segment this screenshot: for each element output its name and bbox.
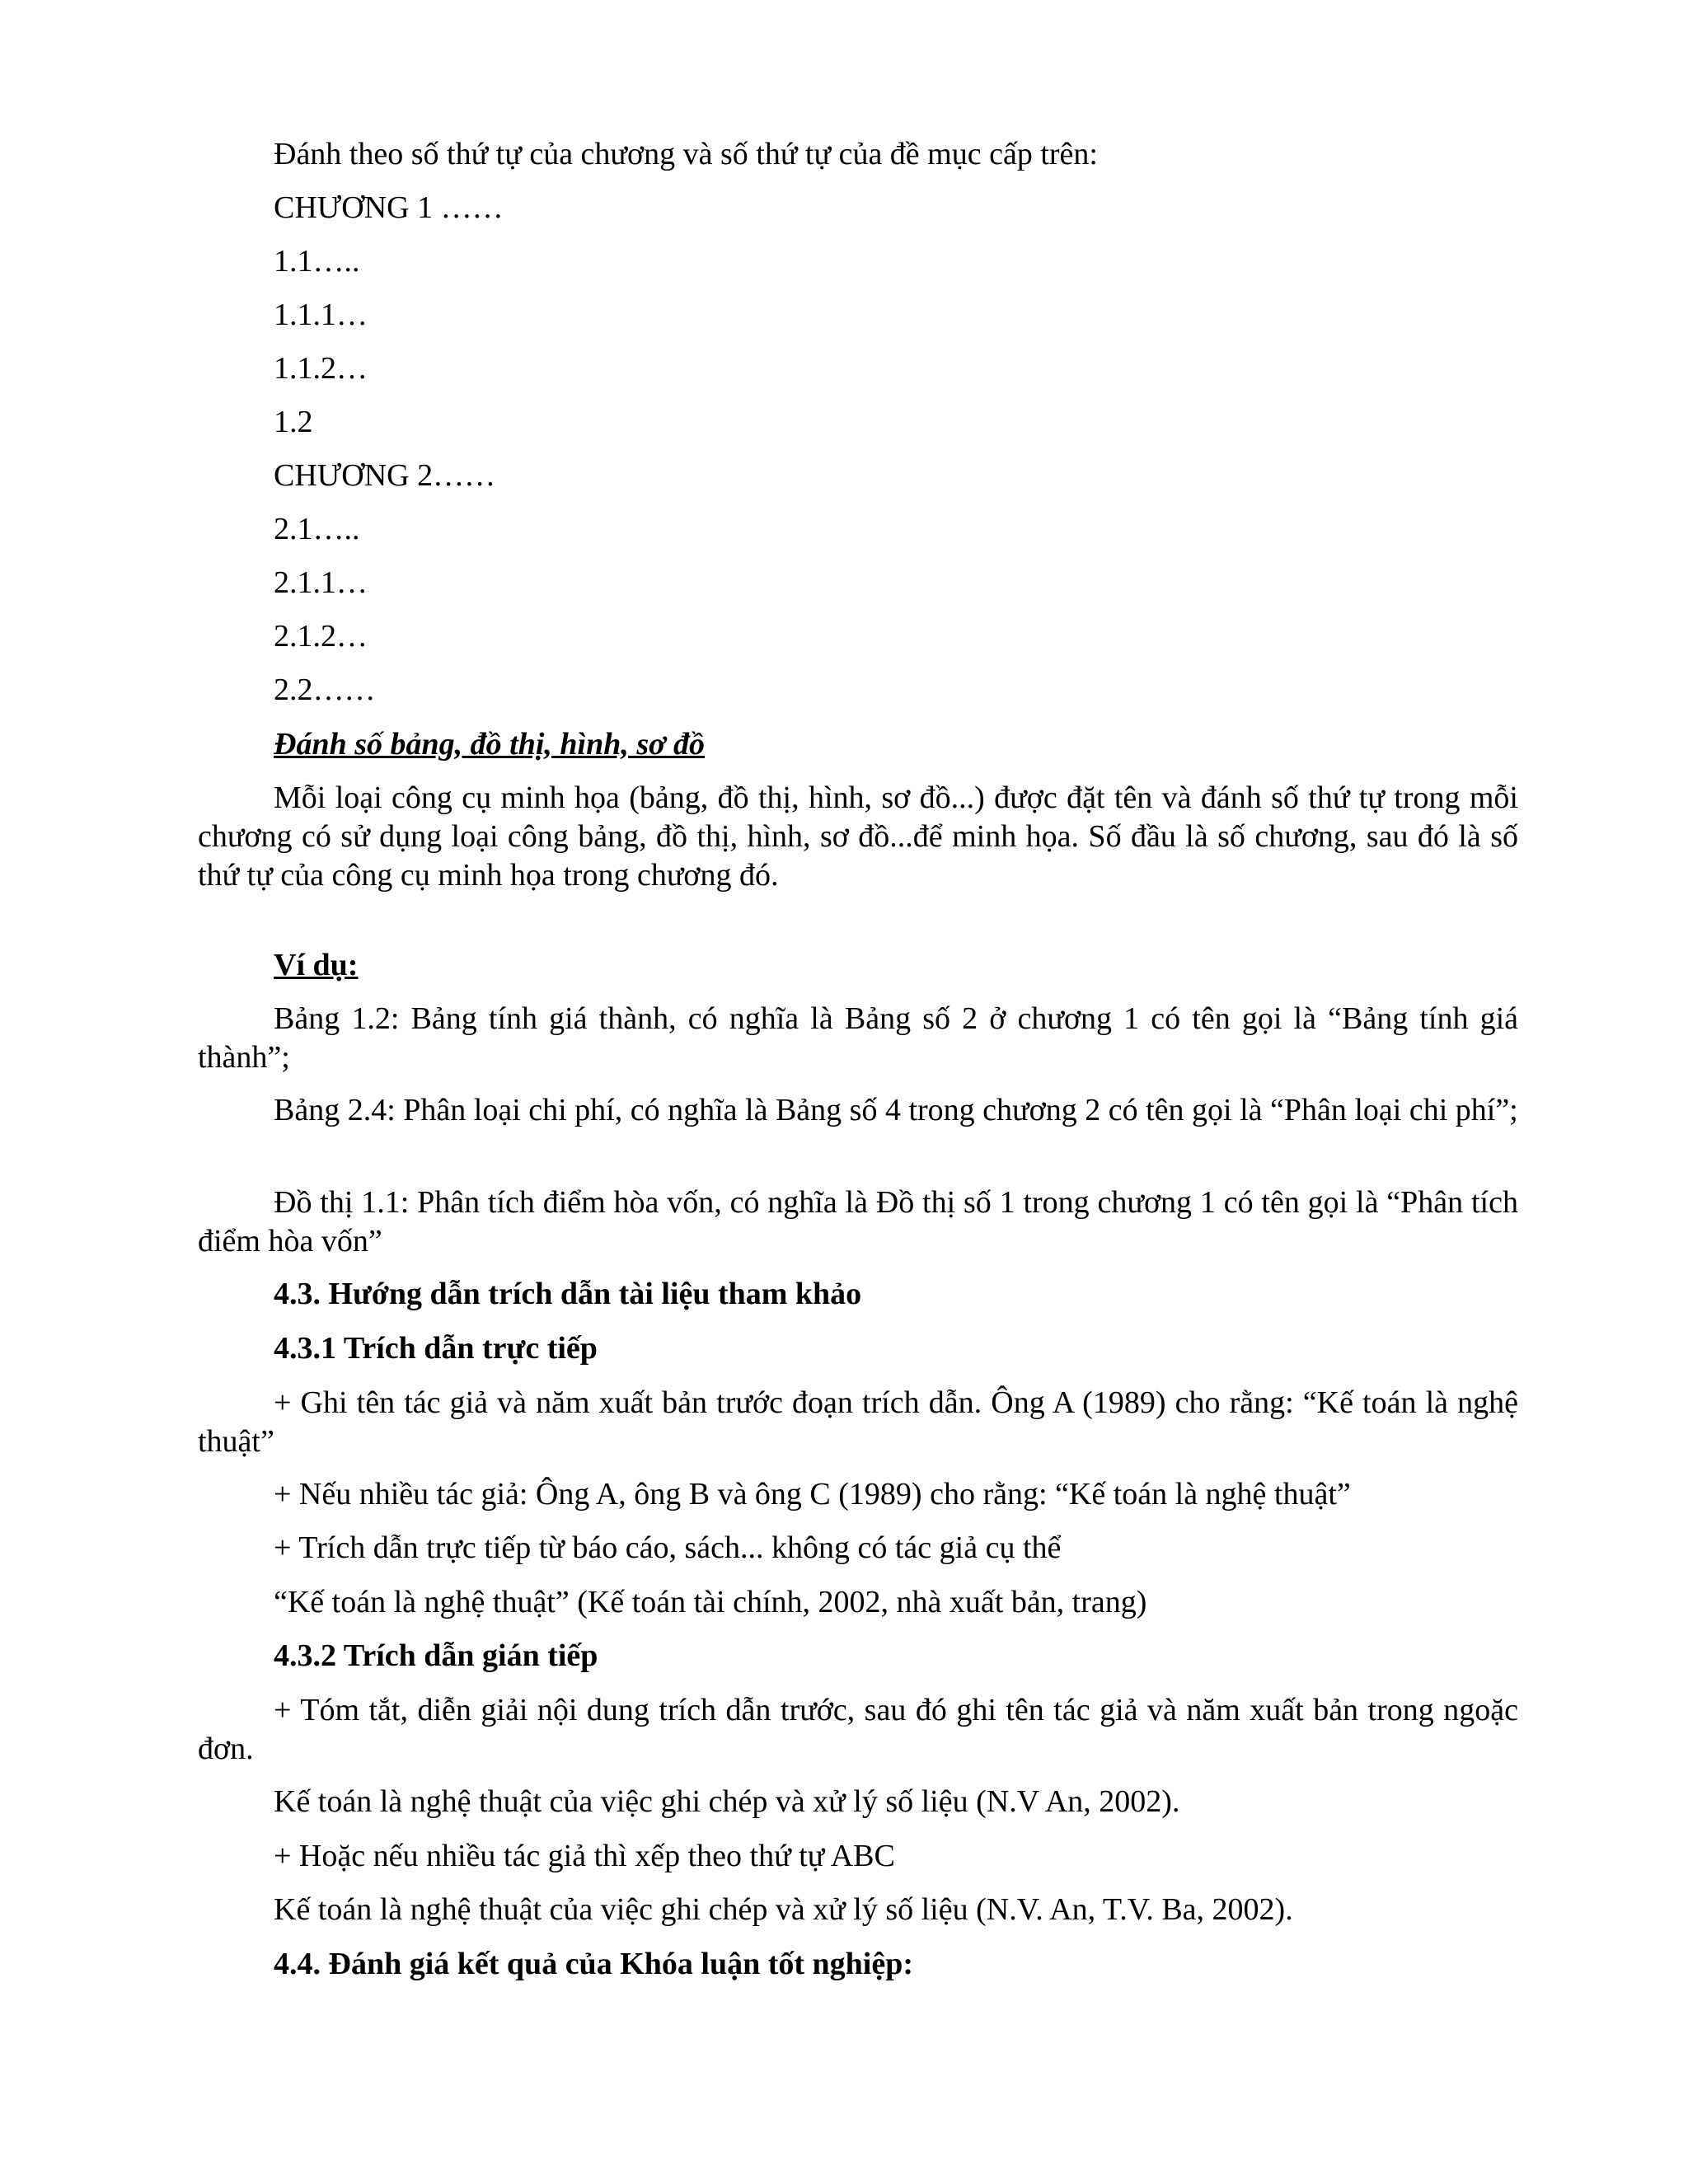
numbering-item: 2.1….. (274, 512, 360, 546)
indirect-citation-p4: Kế toán là nghệ thuật của việc ghi chép và xử lý số liệu (N.V. An, T.V. Ba, 2002). (274, 1892, 1293, 1927)
indirect-citation-p3: + Hoặc nếu nhiều tác giả thì xếp theo thứ tự ABC (274, 1839, 895, 1873)
example-item: Đồ thị 1.1: Phân tích điểm hòa vốn, có nghĩa là Đồ thị số 1 trong chương 1 có tên gọi là “Phân tích điểm hòa vốn” (198, 1185, 1518, 1258)
direct-citation-p1: + Ghi tên tác giả và năm xuất bản trước đoạn trích dẫn. Ông A (1989) cho rằng: “Kế toán là nghệ thuật” (198, 1385, 1518, 1459)
direct-citation-p2: + Nếu nhiều tác giả: Ông A, ông B và ông C (1989) cho rằng: “Kế toán là nghệ thuật” (274, 1477, 1351, 1511)
evaluation-heading: 4.4. Đánh giá kết quả của Khóa luận tốt nghiệp: (274, 1947, 913, 1981)
indirect-citation-heading: 4.3.2 Trích dẫn gián tiếp (274, 1638, 598, 1673)
direct-citation-p3: + Trích dẫn trực tiếp từ báo cáo, sách... không có tác giả cụ thể (274, 1530, 1062, 1565)
indirect-citation-p1: + Tóm tắt, diễn giải nội dung trích dẫn trước, sau đó ghi tên tác giả và năm xuất bản trong ngoặc đơn. (198, 1693, 1518, 1766)
numbering-item: CHƯƠNG 1 …… (274, 190, 504, 225)
numbering-item: 1.1.1… (274, 298, 368, 332)
numbering-item: 2.1.2… (274, 619, 368, 654)
direct-citation-heading: 4.3.1 Trích dẫn trực tiếp (274, 1331, 598, 1366)
numbering-item: 1.1….. (274, 244, 360, 279)
example-item: Bảng 2.4: Phân loại chi phí, có nghĩa là Bảng số 4 trong chương 2 có tên gọi là “Phân loại chi phí”; (274, 1093, 1518, 1127)
numbering-item: 2.1.1… (274, 565, 368, 600)
indirect-citation-p2: Kế toán là nghệ thuật của việc ghi chép và xử lý số liệu (N.V An, 2002). (274, 1784, 1180, 1819)
example-heading: Ví dụ: (274, 948, 359, 982)
direct-citation-p4: “Kế toán là nghệ thuật” (Kế toán tài chính, 2002, nhà xuất bản, trang) (274, 1585, 1147, 1619)
numbering-item: 1.1.2… (274, 351, 368, 386)
figures-heading: Đánh số bảng, đồ thị, hình, sơ đồ (274, 727, 706, 762)
figures-paragraph: Mỗi loại công cụ minh họa (bảng, đồ thị, hình, sơ đồ...) được đặt tên và đánh số thứ tự trong mỗi chương có sử dụng loại công bảng, đồ thị, hình, sơ đồ...để minh họa. Số đầu là số chương, sau đó là số thứ tự của công cụ minh họa trong chương đó. (198, 780, 1518, 893)
numbering-intro: Đánh theo số thứ tự của chương và số thứ tự của đề mục cấp trên: (274, 137, 1098, 171)
numbering-item: 1.2 (274, 405, 313, 439)
numbering-item: 2.2…… (274, 673, 376, 707)
citation-heading: 4.3. Hướng dẫn trích dẫn tài liệu tham khảo (274, 1277, 862, 1311)
numbering-item: CHƯƠNG 2…… (274, 458, 496, 493)
example-item: Bảng 1.2: Bảng tính giá thành, có nghĩa là Bảng số 2 ở chương 1 có tên gọi là “Bảng tính giá thành”; (198, 1001, 1518, 1075)
